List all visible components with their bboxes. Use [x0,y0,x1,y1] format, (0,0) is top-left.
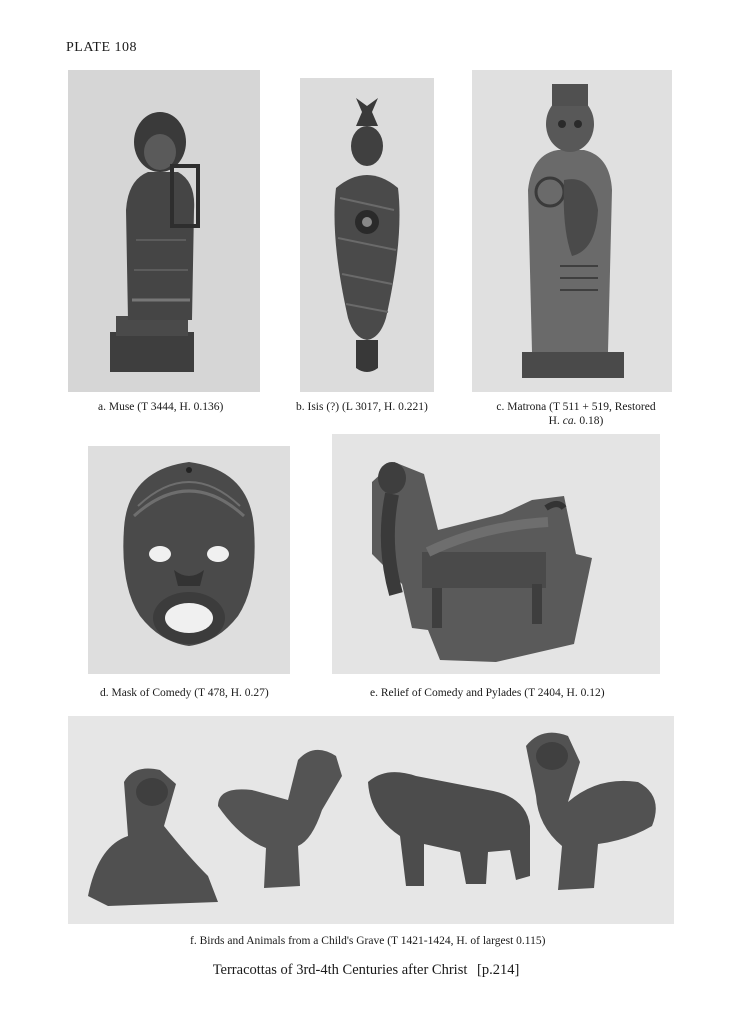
caption-muse: a. Muse (T 3444, H. 0.136) [98,401,224,413]
photo-mask-of-comedy [88,446,290,674]
footer-text: Terracottas of 3rd-4th Centuries after Christ [212,962,468,978]
matrona-figurine-image [472,70,672,392]
caption-matrona [488,400,664,428]
page-footer [0,962,732,979]
plate-title: PLATE 108 [66,40,137,55]
relief-image [332,434,660,674]
photo-matrona [472,70,672,392]
caption-matrona-line1: c. Matrona (T 511 + 519, Restored [496,401,656,413]
caption-matrona-line2 [488,414,664,428]
footer-page-ref: [p.214] [477,962,520,978]
caption-relief: e. Relief of Comedy and Pylades (T 2404, H. 0.12) [370,687,605,699]
photo-muse [68,70,260,392]
mask-of-comedy-image [88,446,290,674]
muse-figurine-image [68,70,260,392]
caption-mask-of-comedy: d. Mask of Comedy (T 478, H. 0.27) [100,687,269,699]
caption-isis: b. Isis (?) (L 3017, H. 0.221) [296,401,428,413]
caption-matrona-circa: ca. [562,415,577,427]
photo-relief [332,434,660,674]
photo-isis [300,78,434,392]
birds-and-animals-image [68,716,674,924]
photo-birds-and-animals [68,716,674,924]
caption-matrona-line2-post: 0.18) [576,415,604,427]
isis-figurine-image [300,78,434,392]
caption-matrona-line2-pre: H. [548,415,563,427]
caption-birds-and-animals: f. Birds and Animals from a Child's Grave (T 1421-1424, H. of largest 0.115) [190,935,546,947]
